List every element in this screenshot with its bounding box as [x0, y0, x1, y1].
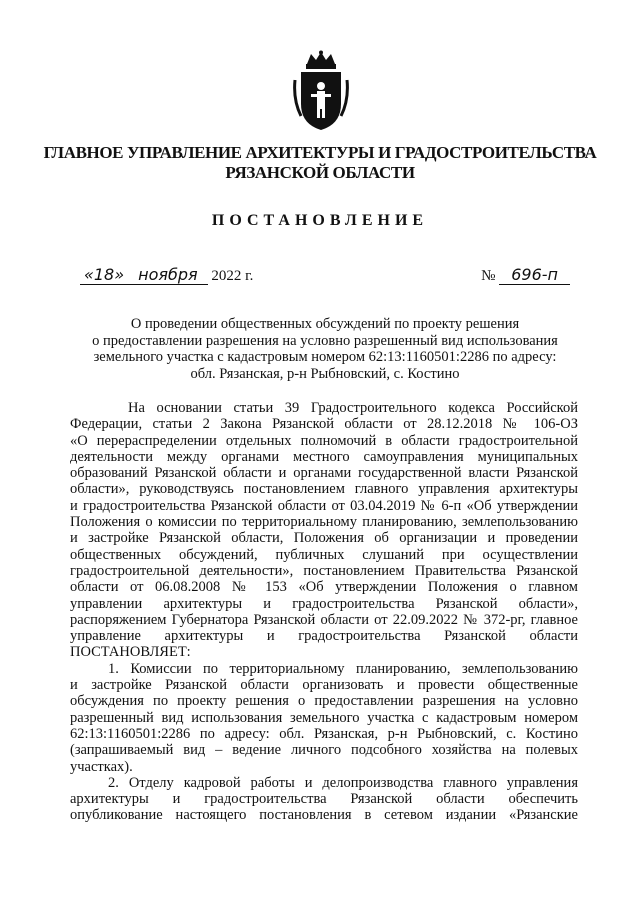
body-line: общественных обсуждений, публичных слушаний при осуществлении [70, 546, 578, 563]
number-prefix: № [481, 268, 496, 284]
document-body [70, 400, 578, 824]
date-number-row [80, 266, 570, 292]
coat-of-arms-emblem [293, 50, 349, 132]
body-line: и застройке Рязанской области, Положения об организации и проведении [70, 530, 578, 547]
body-line: На основании статьи 39 Градостроительного кодекса Российской [128, 400, 578, 416]
body-line: обсуждения по проекту решения о предоставлении разрешения на условно [70, 693, 578, 710]
body-line: 62:13:1160501:2286 по адресу: обл. Рязанская, р-н Рыбновский, с. Костино [70, 725, 578, 742]
body-line: управлении архитектуры и градостроительства Рязанской области», [70, 595, 578, 612]
date-day-handwritten: «18» [80, 266, 128, 285]
date-month-handwritten: ноября [128, 266, 208, 285]
body-line: области от 06.08.2008 № 153 «Об утверждении Положения о главном [70, 579, 578, 596]
body-line: градостроительной деятельности», постановлением Правительства Рязанской [70, 562, 578, 579]
subject-line: земельного участка с кадастровым номером 62:13:1160501:2286 по адресу: [93, 349, 557, 365]
body-line: управление архитектуры и градостроительства Рязанской области [70, 628, 578, 645]
body-line: 1. Комиссии по территориальному планированию, землепользованию [108, 660, 578, 677]
date-year: 2022 г. [211, 268, 254, 284]
subject-line: о предоставлении разрешения на условно разрешенный вид использования [92, 332, 558, 349]
body-line: образований Рязанской области и органами государственной власти Рязанской [70, 465, 578, 482]
body-line: разрешенный вид использования земельного участка с кадастровым номером [70, 709, 578, 726]
body-line-decree: ПОСТАНОВЛЯЕТ: [70, 644, 191, 661]
organization-name-line1: ГЛАВНОЕ УПРАВЛЕНИЕ АРХИТЕКТУРЫ И ГРАДОСТРОИТЕЛЬСТВА [43, 143, 597, 162]
body-line: и застройке Рязанской области организовать и провести общественные [70, 677, 578, 694]
subject-line: О проведении общественных обсуждений по проекту решения [130, 316, 520, 332]
body-line: Федерации, статьи 2 Закона Рязанской области от 28.12.2018 № 106-ОЗ [70, 416, 578, 433]
subject-line: обл. Рязанская, р-н Рыбновский, с. Костино [190, 365, 460, 382]
document-number [481, 266, 570, 285]
number-value-handwritten: 696-п [499, 266, 570, 285]
body-line: участках). [70, 758, 133, 775]
body-line: архитектуры и градостроительства Рязанской области обеспечить [70, 791, 578, 808]
body-line: и градостроительства Рязанской области от 03.04.2019 № 6-п «Об утверждении [70, 497, 578, 514]
document-type-title: ПОСТАНОВЛЕНИЕ [211, 212, 429, 229]
organization-name-line2: РЯЗАНСКОЙ ОБЛАСТИ [225, 163, 415, 182]
body-line: Положения о комиссии по территориальному планированию, землепользованию [70, 514, 578, 531]
body-line: области», руководствуясь постановлением главного управления архитектуры [70, 481, 578, 498]
body-line: распоряжением Губернатора Рязанской области от 22.09.2022 № 372-рг, главное [70, 611, 578, 628]
body-line: 2. Отделу кадровой работы и делопроизводства главного управления [108, 774, 578, 791]
body-line: «О перераспределении отдельных полномочий в области градостроительной [70, 432, 578, 449]
body-line: деятельности между органами местного самоуправления муниципальных [70, 448, 578, 465]
body-line: (запрашиваемый вид – ведение личного подсобного хозяйства на полевых [70, 742, 578, 759]
document-subject [70, 316, 580, 382]
document-date [80, 266, 253, 285]
body-line: опубликование настоящего постановления в сетевом издании «Рязанские [70, 807, 578, 824]
